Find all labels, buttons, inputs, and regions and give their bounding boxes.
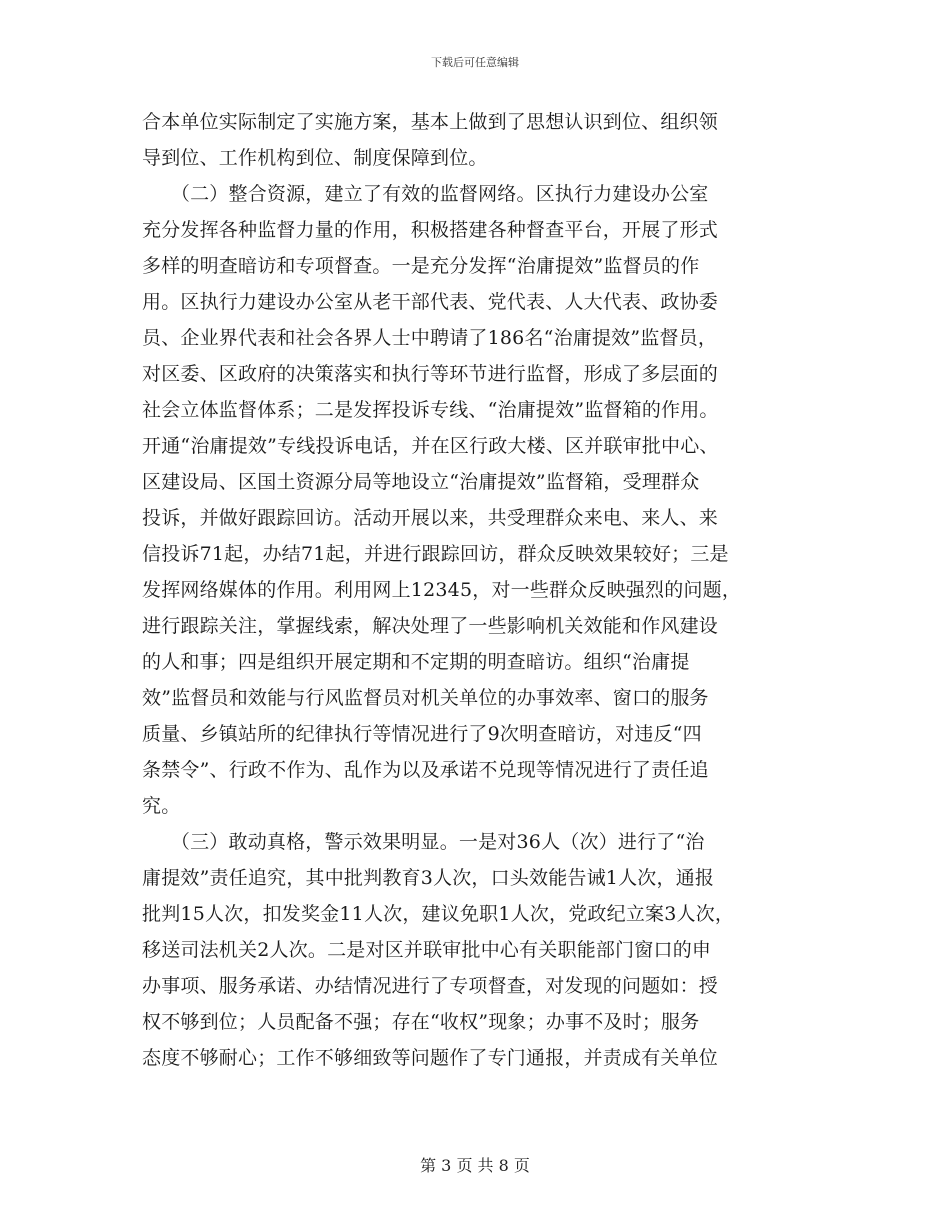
body-line: 对区委、区政府的决策落实和执行等环节进行监督，形成了多层面的 xyxy=(142,363,719,385)
body-line: 进行跟踪关注，掌握线索，解决处理了一些影响机关效能和作风建设 xyxy=(142,615,719,637)
body-line: 批判15人次，扣发奖金11人次，建议免职1人次，党政纪立案3人次， xyxy=(142,903,735,925)
body-line: 用。区执行力建设办公室从老干部代表、党代表、人大代表、政协委 xyxy=(142,291,719,313)
body-line: 发挥网络媒体的作用。利用网上12345，对一些群众反映强烈的问题， xyxy=(142,579,742,601)
document-body xyxy=(142,104,818,1076)
body-line: 态度不够耐心；工作不够细致等问题作了专门通报，并责成有关单位 xyxy=(142,1047,719,1069)
body-line: 质量、乡镇站所的纪律执行等情况进行了9次明查暗访，对违反“四 xyxy=(142,723,702,745)
body-line: 究。 xyxy=(142,795,181,817)
body-line: 导到位、工作机构到位、制度保障到位。 xyxy=(142,147,488,169)
body-line: 信投诉71起，办结71起，并进行跟踪回访，群众反映效果较好；三是 xyxy=(142,543,729,565)
body-line: 开通“治庸提效”专线投诉电话，并在区行政大楼、区并联审批中心、 xyxy=(142,435,719,457)
body-line: 投诉，并做好跟踪回访。活动开展以来，共受理群众来电、来人、来 xyxy=(142,507,719,529)
body-line: 的人和事；四是组织开展定期和不定期的明查暗访。组织“治庸提 xyxy=(142,651,690,673)
body-line: 员、企业界代表和社会各界人士中聘请了186名“治庸提效”监督员， xyxy=(142,327,718,349)
page-footer: 第 3 页 共 8 页 xyxy=(420,1156,530,1175)
body-line: （二）整合资源，建立了有效的监督网络。区执行力建设办公室 xyxy=(142,183,709,205)
body-line: 合本单位实际制定了实施方案，基本上做到了思想认识到位、组织领 xyxy=(142,111,719,133)
body-line: 条禁令”、行政不作为、乱作为以及承诺不兑现等情况进行了责任追 xyxy=(142,759,709,781)
body-line: 充分发挥各种监督力量的作用，积极搭建各种督查平台，开展了形式 xyxy=(142,219,719,241)
body-line: 权不够到位；人员配备不强；存在“收权”现象；办事不及时；服务 xyxy=(142,1011,700,1033)
body-line: 区建设局、区国土资源分局等地设立“治庸提效”监督箱，受理群众 xyxy=(142,471,700,493)
body-line: 庸提效”责任追究，其中批判教育3人次，口头效能告诫1人次，通报 xyxy=(142,867,715,889)
page-header: 下载后可任意编辑 xyxy=(431,56,519,69)
body-line: 办事项、服务承诺、办结情况进行了专项督查，对发现的问题如：授 xyxy=(142,975,719,997)
body-line: 效”监督员和效能与行风监督员对机关单位的办事效率、窗口的服务 xyxy=(142,687,709,709)
body-line: 多样的明查暗访和专项督查。一是充分发挥“治庸提效”监督员的作 xyxy=(142,255,700,277)
body-line: 移送司法机关2人次。二是对区并联审批中心有关职能部门窗口的申 xyxy=(142,939,712,961)
body-line: （三）敢动真格，警示效果明显。一是对36人（次）进行了“治 xyxy=(142,831,705,853)
body-line: 社会立体监督体系；二是发挥投诉专线、“治庸提效”监督箱的作用。 xyxy=(142,399,719,421)
